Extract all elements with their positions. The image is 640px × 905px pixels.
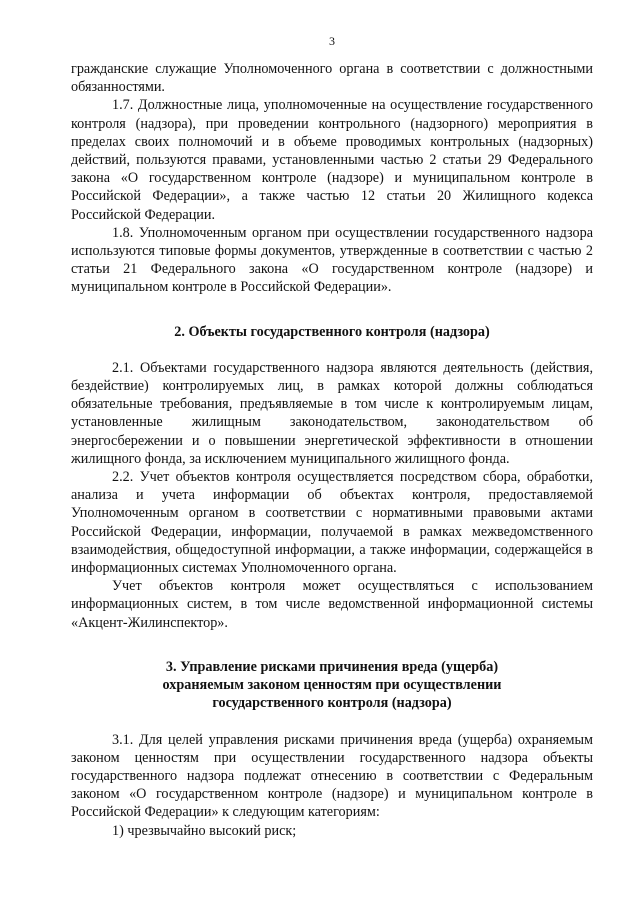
page-number: 3 — [329, 34, 335, 48]
paragraph-2-2: 2.2. Учет объектов контроля осуществляется посредством сбора, обработки, анализа и учета информации об объектах контроля, предоставляемой Уполномоченным органом в соответствии с нормативными правовыми актами Российской Федерации, информации, получаемой в рамках межведомственного взаимодействия, общедоступной информации, а также информации, содержащейся в информационных системах Уполномоченного органа. — [71, 469, 593, 577]
paragraph-intro-continuation: гражданские служащие Уполномоченного органа в соответствии с должностными обязанностями. — [71, 61, 593, 96]
section-3-heading-line-1: 3. Управление рисками причинения вреда (ущерба) — [165, 658, 499, 675]
paragraph-2-1: 2.1. Объектами государственного надзора являются деятельность (действия, бездействие) контролируемых лиц, в рамках которой должны соблюдаться обязательные требования, предъявляемые в том числе к контролируемым лицам, установленные жилищным законодательством, законодательством об энергосбережении и о повышении энергетической эффективности в отношении жилищного фонда, за исключением муниципального жилищного фонда. — [71, 359, 593, 467]
section-3-heading-line-2: охраняемым законом ценностям при осуществлении — [162, 677, 502, 694]
paragraph-2-2-continued: Учет объектов контроля может осуществляться с использованием информационных систем, в том числе ведомственной информационной системы «Акцент-Жилинспектор». — [71, 578, 593, 631]
paragraph-1-7: 1.7. Должностные лица, уполномоченные на осуществление государственного контроля (надзора), при проведении контрольного (надзорного) мероприятия в пределах своих полномочий и в объеме проводимых контрольных (надзорных) действий, пользуются правами, установленными частью 2 статьи 29 Федерального закона «О государственном контроле (надзоре) и муниципальном контроле в Российской Федерации», а также частью 12 статьи 20 Жилищного кодекса Российской Федерации. — [71, 97, 593, 223]
paragraph-3-1-item-1: 1) чрезвычайно высокий риск; — [112, 822, 297, 839]
paragraph-3-1: 3.1. Для целей управления рисками причинения вреда (ущерба) охраняемым законом ценностям при осуществлении государственного надзора объекты государственного надзора подлежат отнесению в соответствии с Федеральным законом «О государственном контроле (надзоре) и муниципальном контроле в Российской Федерации» к следующим категориям: — [71, 731, 593, 821]
section-2-heading: 2. Объекты государственного контроля (надзора) — [174, 323, 490, 340]
document-body — [71, 60, 593, 840]
paragraph-1-8: 1.8. Уполномоченным органом при осуществлении государственного надзора используются типовые формы документов, утвержденные в соответствии с частью 2 статьи 21 Федерального закона «О государственном контроле (надзоре) и муниципальном контроле в Российской Федерации». — [71, 224, 593, 296]
section-3-heading-line-3: государственного контроля (надзора) — [212, 695, 452, 712]
